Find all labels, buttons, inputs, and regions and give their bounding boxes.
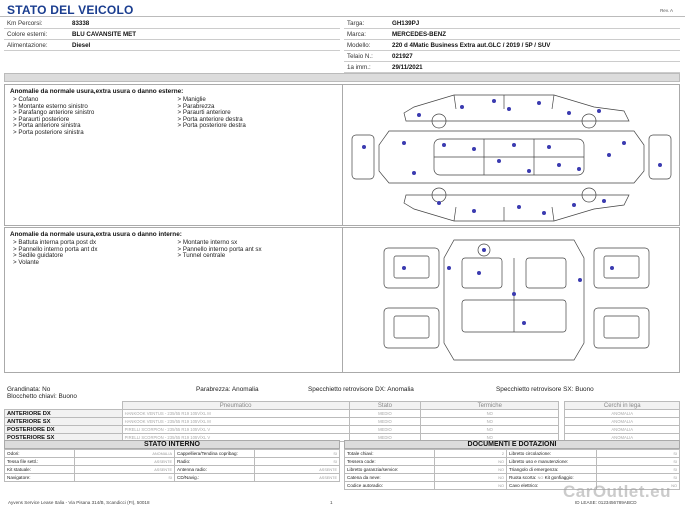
doc-value: SI bbox=[597, 458, 680, 466]
kit-gonfiaggio-label: Kit gonfiaggio: bbox=[544, 475, 574, 480]
immatricolazione-label: 1a imm.: bbox=[347, 64, 371, 71]
tyre-stato: MEDIO bbox=[349, 434, 421, 442]
exterior-car-icon bbox=[344, 85, 680, 225]
list-item: > Pannello interno porta ant sx bbox=[177, 245, 262, 253]
tyres-empty-header bbox=[5, 402, 123, 410]
marca-label: Marca: bbox=[347, 31, 366, 38]
exterior-car-diagram bbox=[344, 85, 680, 225]
watermark-logo: CarOutlet.eu bbox=[562, 482, 671, 501]
list-item: > Volante bbox=[13, 258, 39, 266]
tyre-description: PIRELLI SCORPION - 235/55 R19 105V/XL V bbox=[122, 434, 349, 442]
doc-key: Cavo elettrico: bbox=[507, 482, 597, 490]
colore-value: BLU CAVANSITE MET bbox=[72, 31, 137, 38]
table-row bbox=[5, 450, 340, 458]
km-row bbox=[4, 19, 340, 29]
modello-row bbox=[344, 41, 680, 51]
tyres-header-cerchi: Cerchi in lega bbox=[565, 402, 680, 410]
targa-value: GH139PJ bbox=[392, 20, 420, 27]
list-item: > Porta anteriore destra bbox=[177, 115, 243, 123]
revision-label: Rev. A bbox=[660, 8, 673, 13]
interno-value: ASSENTE bbox=[255, 474, 340, 482]
doc-key: Libretto circolazione: bbox=[507, 450, 597, 458]
interno-value: SI bbox=[75, 474, 175, 482]
telaio-value: 021927 bbox=[392, 53, 413, 60]
doc-key: Triangolo di emergenza: bbox=[507, 466, 597, 474]
list-item: > Montante interno sx bbox=[177, 239, 238, 246]
tyre-description: PIRELLI SCORPION - 235/55 R19 105V/XL V bbox=[122, 426, 349, 434]
doc-key: Catena da neve: bbox=[345, 474, 435, 482]
list-item: > Parabrezza bbox=[177, 102, 215, 110]
interior-car-icon bbox=[344, 228, 680, 372]
exterior-damage-list-panel bbox=[5, 85, 343, 225]
immatricolazione-value: 29/11/2021 bbox=[392, 64, 423, 71]
list-item: > Battuta interna porta post dx bbox=[13, 239, 97, 246]
telaio-row bbox=[344, 52, 680, 62]
alimentazione-label: Alimentazione: bbox=[7, 42, 48, 49]
doc-key bbox=[507, 474, 597, 482]
table-row bbox=[345, 450, 680, 458]
table-row bbox=[345, 474, 680, 482]
footer-company: Ayvens Service Lease Italia - Via Pisana 314/B, Scandicci (FI), 50018 bbox=[8, 500, 150, 505]
tyres-header-pneumatico: Pneumatico bbox=[122, 402, 349, 410]
list-item: > Cofano bbox=[13, 96, 39, 103]
interior-damage-col2 bbox=[178, 240, 343, 266]
interior-damage-panel bbox=[4, 227, 680, 373]
tyre-termiche: NO bbox=[421, 426, 559, 434]
exterior-damage-panel bbox=[4, 84, 680, 226]
list-item: > Porta posteriore sinistra bbox=[13, 128, 84, 136]
interno-key: CD/Navig.: bbox=[175, 474, 255, 482]
page-title: STATO DEL VEICOLO bbox=[7, 3, 134, 17]
immatricolazione-row bbox=[344, 63, 680, 73]
modello-label: Modello: bbox=[347, 42, 371, 49]
exterior-damage-col1 bbox=[13, 97, 178, 137]
doc-value: SI bbox=[597, 450, 680, 458]
doc-key: Codice autoradio: bbox=[345, 482, 435, 490]
doc-value: NO bbox=[435, 466, 507, 474]
interno-value: SI bbox=[255, 450, 340, 458]
doc-value: 2 bbox=[435, 450, 507, 458]
interior-damage-col1 bbox=[13, 240, 178, 266]
colore-row bbox=[4, 30, 340, 40]
doc-value: SI bbox=[597, 466, 680, 474]
table-row bbox=[5, 466, 340, 474]
modello-value: 220 d 4Matic Business Extra aut.GLC / 2019 / 5P / SUV bbox=[392, 42, 551, 49]
km-value: 83338 bbox=[72, 20, 90, 27]
tyre-position: POSTERIORE SX bbox=[5, 434, 123, 442]
grandinata-text: Grandinata: No bbox=[7, 386, 51, 393]
targa-label: Targa: bbox=[347, 20, 365, 27]
interno-key: Kit statuale: bbox=[5, 466, 75, 474]
table-row bbox=[5, 418, 680, 426]
parabrezza-text: Parabrezza: Anomalia bbox=[196, 386, 259, 393]
interno-value: ASSENTE bbox=[75, 458, 175, 466]
list-item: > Montante esterno sinistro bbox=[13, 102, 88, 110]
specchietto-dx-text: Specchietto retrovisore DX: Anomalia bbox=[308, 386, 414, 393]
tyres-table bbox=[4, 401, 680, 442]
interno-key: Antenna radio: bbox=[175, 466, 255, 474]
alimentazione-row bbox=[4, 41, 340, 51]
list-item: > Pannello interno porta ant dx bbox=[13, 245, 98, 253]
tyre-termiche: NO bbox=[421, 434, 559, 442]
tyre-description: HANKOOK VENTUS - 235/55 R19 105V/XL M bbox=[122, 410, 349, 418]
section-band bbox=[4, 73, 680, 82]
interno-value: ASSENTE bbox=[75, 466, 175, 474]
targa-row bbox=[344, 19, 680, 29]
exterior-damage-col2 bbox=[178, 97, 343, 137]
ruota-scorta-value: NO bbox=[537, 476, 544, 480]
marca-value: MERCEDES-BENZ bbox=[392, 31, 446, 38]
doc-key: Totale chiavi: bbox=[345, 450, 435, 458]
list-item: > Maniglie bbox=[177, 96, 206, 103]
table-row bbox=[345, 458, 680, 466]
ruota-scorta-label: Ruota scorta: bbox=[509, 475, 537, 480]
tyre-cerchi: ANOMALIA bbox=[565, 418, 680, 426]
interno-key: Cappelliera/Tendina copribag: bbox=[175, 450, 255, 458]
tyre-cerchi: ANOMALIA bbox=[565, 410, 680, 418]
documenti-title: DOCUMENTI E DOTAZIONI bbox=[344, 440, 680, 449]
table-row bbox=[5, 474, 340, 482]
doc-value: NO bbox=[435, 458, 507, 466]
interno-key: Tessa file settl.: bbox=[5, 458, 75, 466]
alimentazione-value: Diesel bbox=[72, 42, 91, 49]
doc-value: NO bbox=[597, 482, 680, 490]
footer-lease-id: ID LEASE: 0123456789ABCD bbox=[575, 500, 637, 505]
doc-key: Libretto uso e manutenzione: bbox=[507, 458, 597, 466]
interior-car-diagram bbox=[344, 228, 680, 372]
doc-value: SI bbox=[597, 474, 680, 482]
interior-damage-title: Anomalie da normale usura,extra usura o danno interne: bbox=[10, 231, 182, 238]
stato-interno-table bbox=[4, 449, 340, 482]
table-row bbox=[345, 466, 680, 474]
tyre-position: ANTERIORE DX bbox=[5, 410, 123, 418]
tyre-description: HANKOOK VENTUS - 235/55 R19 105V/XL M bbox=[122, 418, 349, 426]
doc-key: Tessera code: bbox=[345, 458, 435, 466]
tyres-header-termiche: Termiche bbox=[421, 402, 559, 410]
interno-value: ANOMALIA bbox=[75, 450, 175, 458]
stato-interno-title: STATO INTERNO bbox=[4, 440, 340, 449]
table-row bbox=[5, 458, 340, 466]
list-item: > Tunnel centrale bbox=[177, 252, 226, 260]
tyre-position: ANTERIORE SX bbox=[5, 418, 123, 426]
list-item: > Porta posteriore destra bbox=[177, 122, 246, 130]
footer-page-number: 1 bbox=[330, 500, 333, 505]
table-row bbox=[5, 410, 680, 418]
list-item: > Paraurti posteriore bbox=[13, 115, 70, 123]
tyre-stato: MEDIO bbox=[349, 418, 421, 426]
doc-value: NO bbox=[435, 474, 507, 482]
tyre-termiche: NO bbox=[421, 418, 559, 426]
tyre-stato: MEDIO bbox=[349, 410, 421, 418]
interior-damage-list-panel bbox=[5, 228, 343, 372]
tyre-cerchi: ANOMALIA bbox=[565, 426, 680, 434]
tyres-header-stato: Stato bbox=[349, 402, 421, 410]
interno-key: Radio: bbox=[175, 458, 255, 466]
blocchetto-text: Blocchetto chiavi: Buono bbox=[7, 393, 77, 400]
tyre-position: POSTERIORE DX bbox=[5, 426, 123, 434]
table-header-row bbox=[5, 402, 680, 410]
exterior-damage-title: Anomalie da normale usura,extra usura o danno esterne: bbox=[10, 88, 184, 95]
doc-key: Libretto garanzia/service: bbox=[345, 466, 435, 474]
specchietto-sx-text: Specchietto retrovisore SX: Buono bbox=[496, 386, 594, 393]
tyre-termiche: NO bbox=[421, 410, 559, 418]
tyre-stato: MEDIO bbox=[349, 426, 421, 434]
list-item: > Paraurti anteriore bbox=[177, 109, 231, 117]
list-item: > Porta anteriore sinistra bbox=[13, 122, 81, 130]
interno-value: SI bbox=[255, 458, 340, 466]
telaio-label: Telaio N.: bbox=[347, 53, 373, 60]
interno-key: Odori: bbox=[5, 450, 75, 458]
colore-label: Colore esterni: bbox=[7, 31, 48, 38]
header-divider bbox=[0, 16, 685, 17]
km-label: Km Percorsi: bbox=[7, 20, 43, 27]
table-row bbox=[5, 426, 680, 434]
interno-key: Navigatore: bbox=[5, 474, 75, 482]
list-item: > Parafango anteriore sinistro bbox=[13, 109, 95, 117]
list-item: > Sedile guidatore bbox=[13, 252, 64, 260]
doc-value: NO bbox=[435, 482, 507, 490]
marca-row bbox=[344, 30, 680, 40]
interno-value: ASSENTE bbox=[255, 466, 340, 474]
tyre-cerchi: ANOMALIA bbox=[565, 434, 680, 442]
